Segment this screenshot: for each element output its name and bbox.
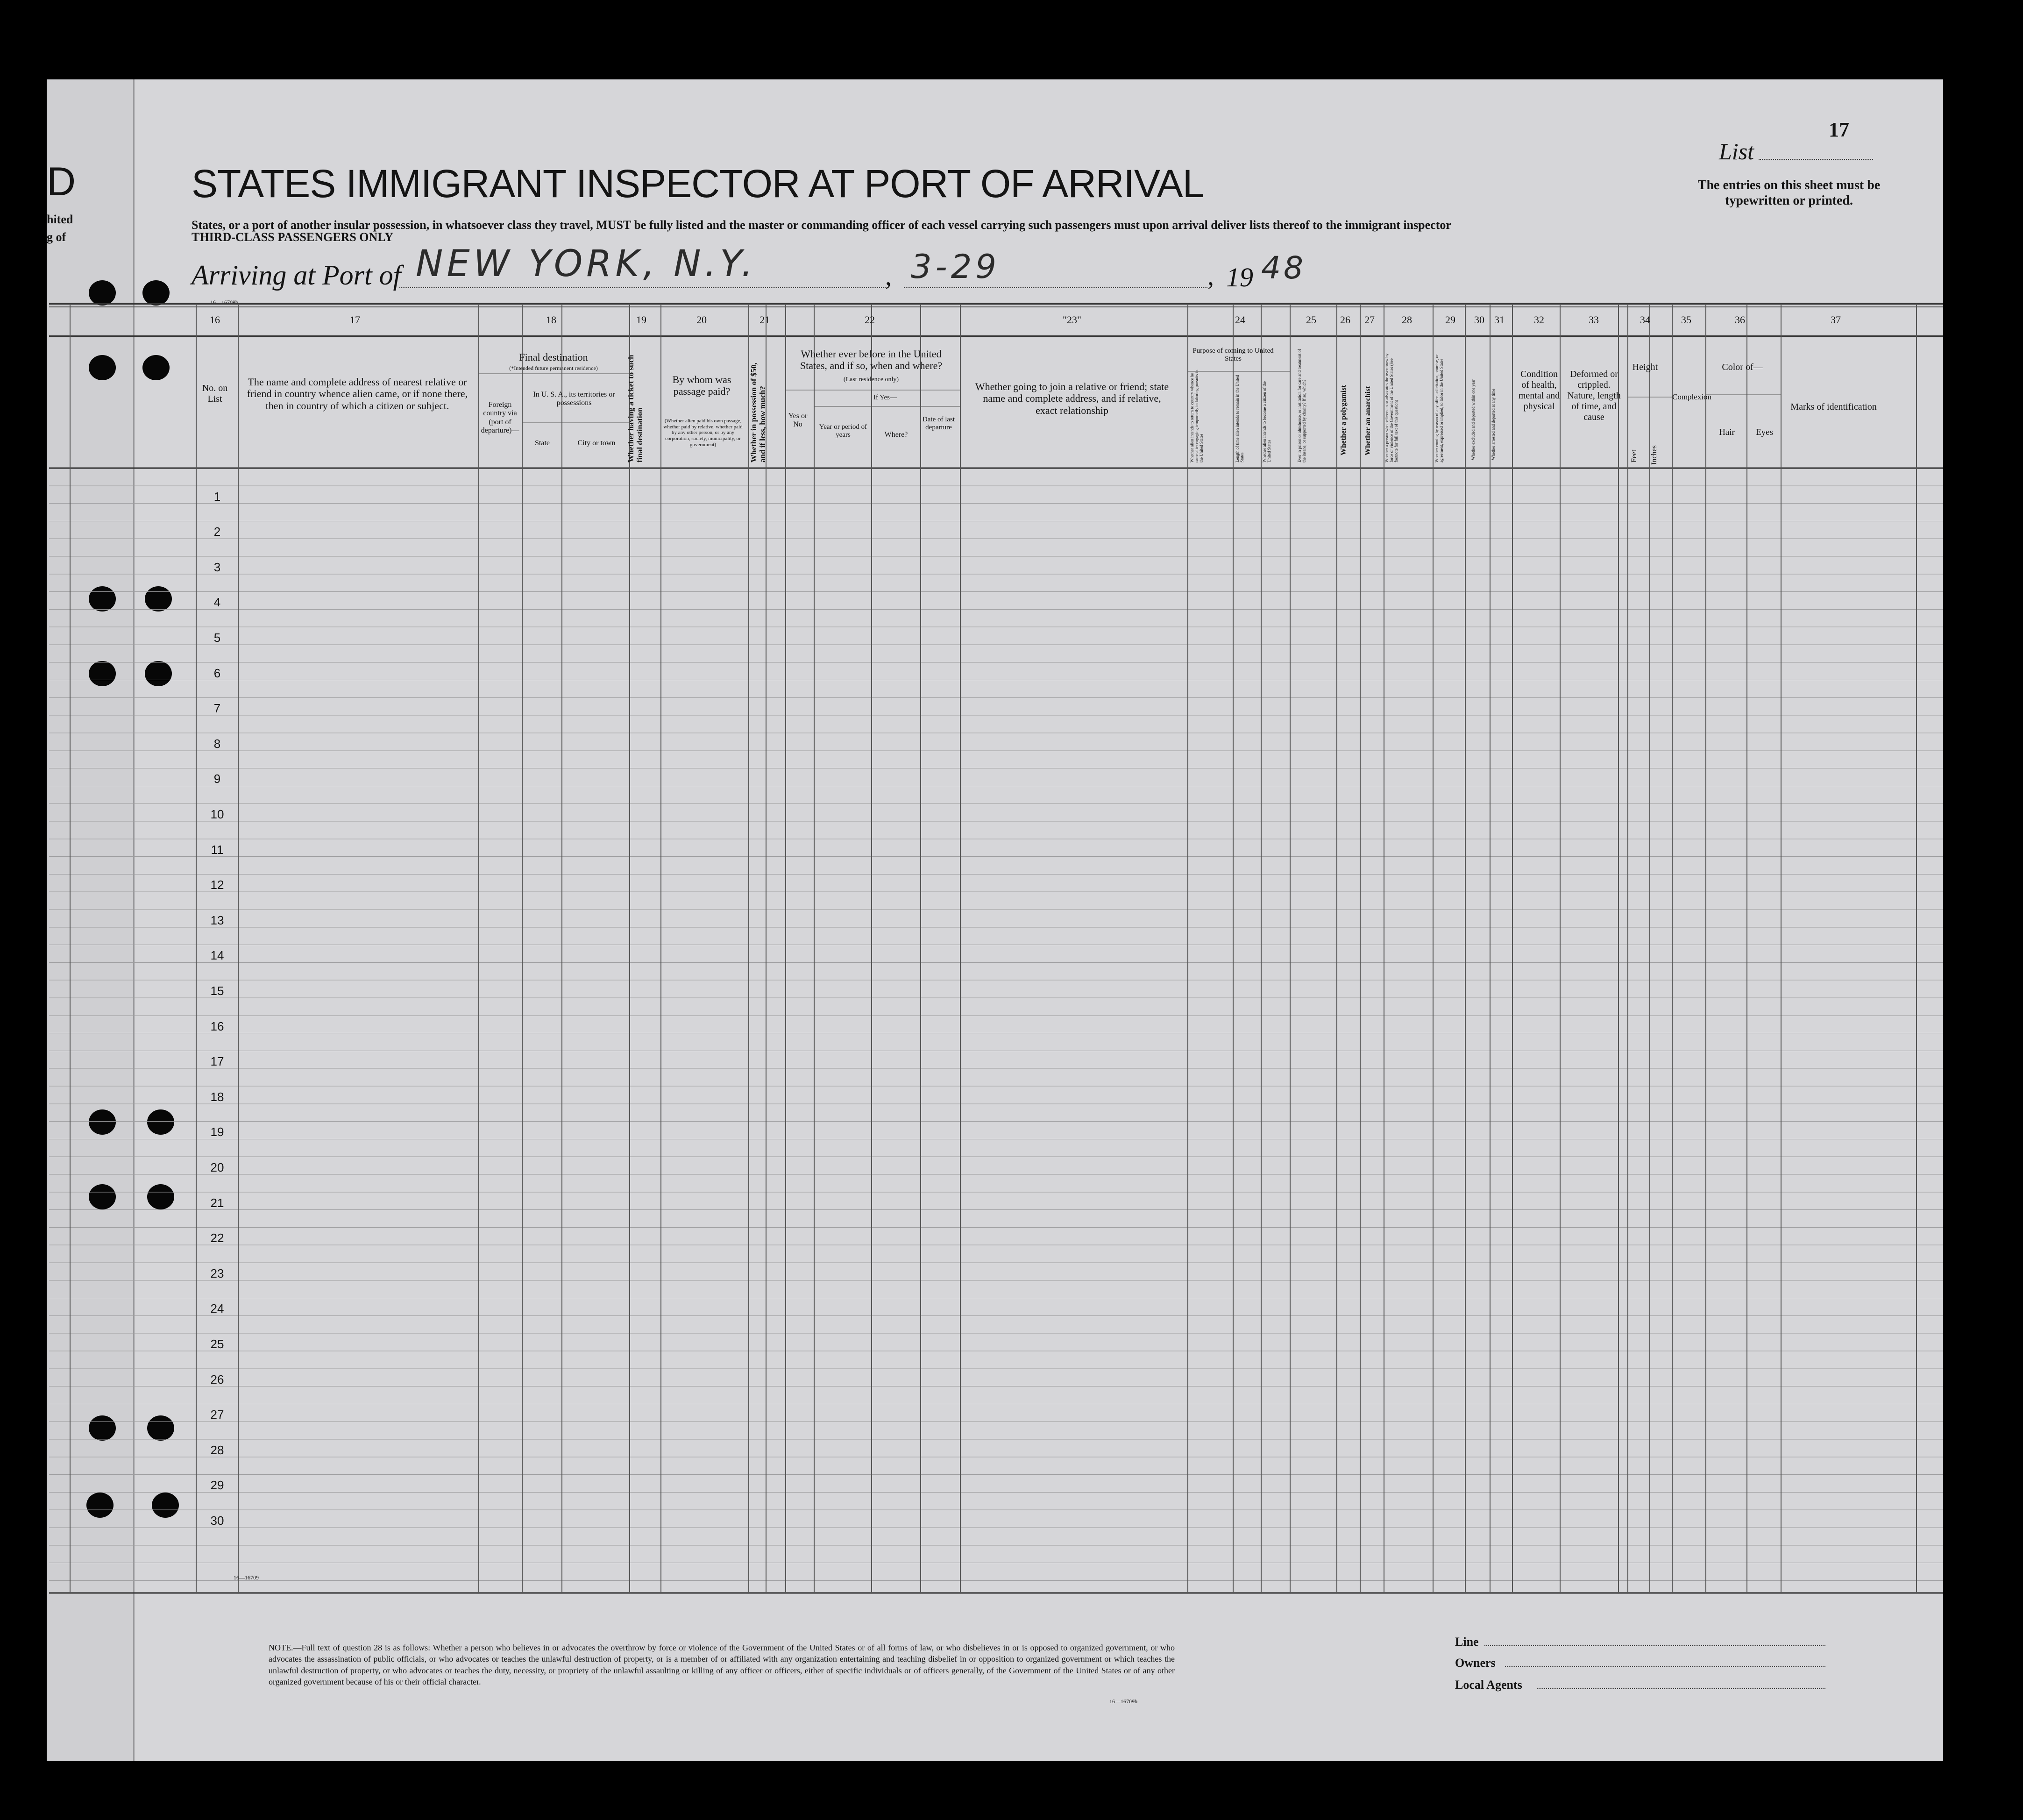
col-num-24: 24: [1235, 314, 1245, 326]
port-handwritten: NEW YORK, N.Y.: [416, 243, 757, 285]
year-prefix: 19: [1226, 262, 1253, 292]
row-number: 14: [210, 948, 224, 963]
row-number: 9: [213, 772, 221, 786]
list-number: 17: [1829, 118, 1849, 141]
partial-left-title: D: [47, 159, 76, 204]
col-37-header: Marks of identification: [1790, 402, 1877, 412]
col-22-note: (Last residence only): [843, 376, 899, 383]
col-num-32: 32: [1534, 314, 1544, 326]
col-num-22: 22: [865, 314, 875, 326]
col-24-title: Purpose of coming to United States: [1193, 347, 1274, 363]
row-number: 23: [210, 1266, 224, 1280]
col-22-header: Whether ever before in the United States, and if so, when and where?: [800, 348, 943, 372]
owners-field: [1505, 1666, 1825, 1667]
col-26-header: Whether a polygamist: [1340, 385, 1348, 455]
row-number: 10: [210, 807, 224, 821]
entries-note: The entries on this sheet must be typewritten or printed.: [1697, 178, 1881, 208]
col-28-header: Whether a person who believes in or advocates the overthrow by force or violence of the Government of the United States (See footnote for full text of this question): [1384, 353, 1398, 462]
line-field: [1484, 1645, 1825, 1646]
row-number: 16: [210, 1019, 224, 1033]
row-number: 5: [213, 631, 221, 645]
col-34-inches: Inches: [1650, 445, 1658, 465]
row-number: 26: [210, 1372, 224, 1386]
col-17-header: The name and complete address of nearest relative or friend in country whence alien came, or if none there, then in country of which a citizen or subject.: [247, 376, 468, 412]
col-35-header: Complexion: [1672, 392, 1712, 401]
row-number: 18: [210, 1089, 224, 1104]
col-25-header: Ever in prison or almshouse, or institution for care and treatment of the insane, or supported by charity? If so, which?: [1297, 349, 1306, 462]
col-num-23: "23": [1063, 314, 1081, 326]
row-number: 15: [210, 984, 224, 998]
col-31-header: Whether arrested and deported at any time: [1491, 389, 1496, 460]
row-number: 1: [213, 489, 221, 504]
row-number: 22: [210, 1231, 224, 1245]
col-29-header: Whether coming by reason of any offer, solicitation, promise, or agreement, expressed or implied, to labor in the United States: [1434, 354, 1444, 462]
col-18-city: City or town: [577, 439, 616, 447]
partial-left-line2: g of: [47, 230, 66, 244]
row-number: 2: [213, 525, 221, 539]
col-num-27: 27: [1364, 314, 1375, 326]
year-handwritten: 48: [1261, 250, 1306, 286]
col-19-header: Whether having a ticket to such final destination: [626, 355, 644, 462]
row-number: 11: [211, 842, 224, 857]
col-34-header: Height: [1632, 362, 1658, 372]
col-num-33: 33: [1589, 314, 1599, 326]
col-22-ifyes: If Yes—: [873, 394, 897, 401]
row-number: 20: [210, 1160, 224, 1174]
col-18-state: State: [535, 439, 550, 447]
col-32-header: Condition of health, mental and physical: [1518, 369, 1560, 412]
col-num-29: 29: [1445, 314, 1455, 326]
row-number: 29: [210, 1478, 224, 1493]
agents-field: [1537, 1688, 1825, 1689]
col-num-30: 30: [1474, 314, 1484, 326]
row-number: 13: [210, 913, 224, 927]
col-num-20: 20: [696, 314, 707, 326]
col-18-foreign: Foreign country via (port of departure)—: [481, 401, 519, 435]
arriving-label: Arriving at Port of: [192, 260, 401, 291]
col-24a-header: Whether alien intends to return to country whence he came after engaging temporarily in laboring pursuits in the United States: [1190, 370, 1204, 462]
col-21-header: Whether in possession of $50, and if less, how much?: [749, 363, 767, 462]
col-num-25: 25: [1306, 314, 1316, 326]
col-22-date: Date of last departure: [922, 416, 955, 432]
row-number: 17: [210, 1054, 224, 1069]
agents-label: Local Agents: [1455, 1678, 1522, 1692]
col-36-hair: Hair: [1719, 427, 1735, 437]
col-num-28: 28: [1402, 314, 1412, 326]
col-22-where: Where?: [884, 431, 908, 439]
col-23-header: Whether going to join a relative or friend; state name and complete address, and if relative, exact relationship: [975, 381, 1169, 416]
col-num-16: 16: [210, 314, 220, 326]
row-number: 4: [213, 595, 221, 610]
row-number: 30: [210, 1514, 224, 1528]
col-36-header: Color of—: [1722, 362, 1763, 372]
col-num-21: 21: [760, 314, 770, 326]
date-comma: ,: [1207, 262, 1214, 291]
form-code-top: 16—16709b: [210, 299, 238, 306]
col-num-31: 31: [1494, 314, 1505, 326]
col-num-19: 19: [636, 314, 646, 326]
row-number: 7: [213, 701, 221, 716]
subtitle-line1: States, or a port of another insular possession, in whatsoever class they travel, MUST be fully listed and the master or commanding officer of each vessel carrying such passengers must upon arrival deliver lists thereof to the immigrant inspector: [192, 218, 1451, 232]
col-num-36: 36: [1735, 314, 1745, 326]
row-number: 3: [213, 560, 221, 574]
col-16-header: No. on List: [202, 383, 228, 404]
col-24c-header: Whether alien intends to become a citizen of the United States: [1262, 381, 1271, 462]
page-title: STATES IMMIGRANT INSPECTOR AT PORT OF ARRIVAL: [192, 162, 1204, 206]
col-num-35: 35: [1681, 314, 1691, 326]
row-number: 21: [210, 1195, 224, 1210]
col-18-title: Final destination: [519, 351, 588, 363]
col-22-yesno: Yes or No: [788, 412, 808, 429]
col-num-17: 17: [350, 314, 360, 326]
footnote-question-28: NOTE.—Full text of question 28 is as follows: Whether a person who believes in or advocates the overthrow by force or violence of the Government of the United States or of all forms of law, or who disbelieves in or is opposed to organized government, or who advocates the assassination of public officials, or who advocates or teaches the unlawful destruction of property, or is a member of or affiliated with any organization entertaining and teaching disbelief in or opposition to organized government or which teaches the unlawful destruction of property, or who advocates or teaches the duty, necessity, or propriety of the unlawful assaulting or killing of any officer or officers, either of specific individuals or of officers generally, of the Government of the United States or of any other organized government because of his or their official character.: [269, 1643, 1175, 1686]
col-num-26: 26: [1340, 314, 1350, 326]
col-22-year: Year or period of years: [819, 423, 867, 439]
col-34-feet: Feet: [1630, 449, 1638, 462]
col-20-note: (Whether alien paid his own passage, whether paid by relative, whether paid by any other person, or by any corporation, society, municipality, or government): [663, 418, 743, 448]
row-number: 27: [210, 1408, 224, 1422]
row-number: 6: [213, 666, 221, 680]
col-num-34: 34: [1640, 314, 1650, 326]
col-30-header: Whether excluded and deported within one year: [1471, 379, 1476, 460]
col-33-header: Deformed or crippled. Nature, length of time, and cause: [1567, 369, 1621, 422]
col-36-eyes: Eyes: [1756, 427, 1773, 437]
col-20-header: By whom was passage paid?: [672, 374, 731, 398]
port-comma: ,: [885, 262, 892, 291]
form-code-bottom: 16—16709: [234, 1574, 259, 1581]
col-18-usa: In U. S. A., its territories or possessions: [533, 391, 615, 407]
col-num-18: 18: [546, 314, 556, 326]
row-number: 19: [210, 1125, 224, 1139]
line-label: Line: [1455, 1635, 1479, 1649]
col-18-note: (*Intended future permanent residence): [509, 365, 598, 371]
col-num-37: 37: [1831, 314, 1841, 326]
subtitle-line2: THIRD-CLASS PASSENGERS ONLY: [192, 230, 394, 244]
row-number: 24: [210, 1301, 224, 1316]
col-27-header: Whether an anarchist: [1364, 386, 1372, 455]
row-number: 28: [210, 1443, 224, 1457]
row-number: 8: [213, 736, 221, 751]
footnote-code: 16—16709b: [1109, 1698, 1137, 1705]
row-number: 25: [210, 1337, 224, 1351]
row-number: 12: [210, 878, 224, 892]
col-24b-header: Length of time alien intends to remain in the United States: [1235, 375, 1244, 462]
date-handwritten: 3-29: [911, 248, 1000, 286]
list-label: List: [1719, 138, 1754, 164]
partial-left-line1: hited: [47, 213, 73, 226]
owners-label: Owners: [1455, 1656, 1496, 1670]
